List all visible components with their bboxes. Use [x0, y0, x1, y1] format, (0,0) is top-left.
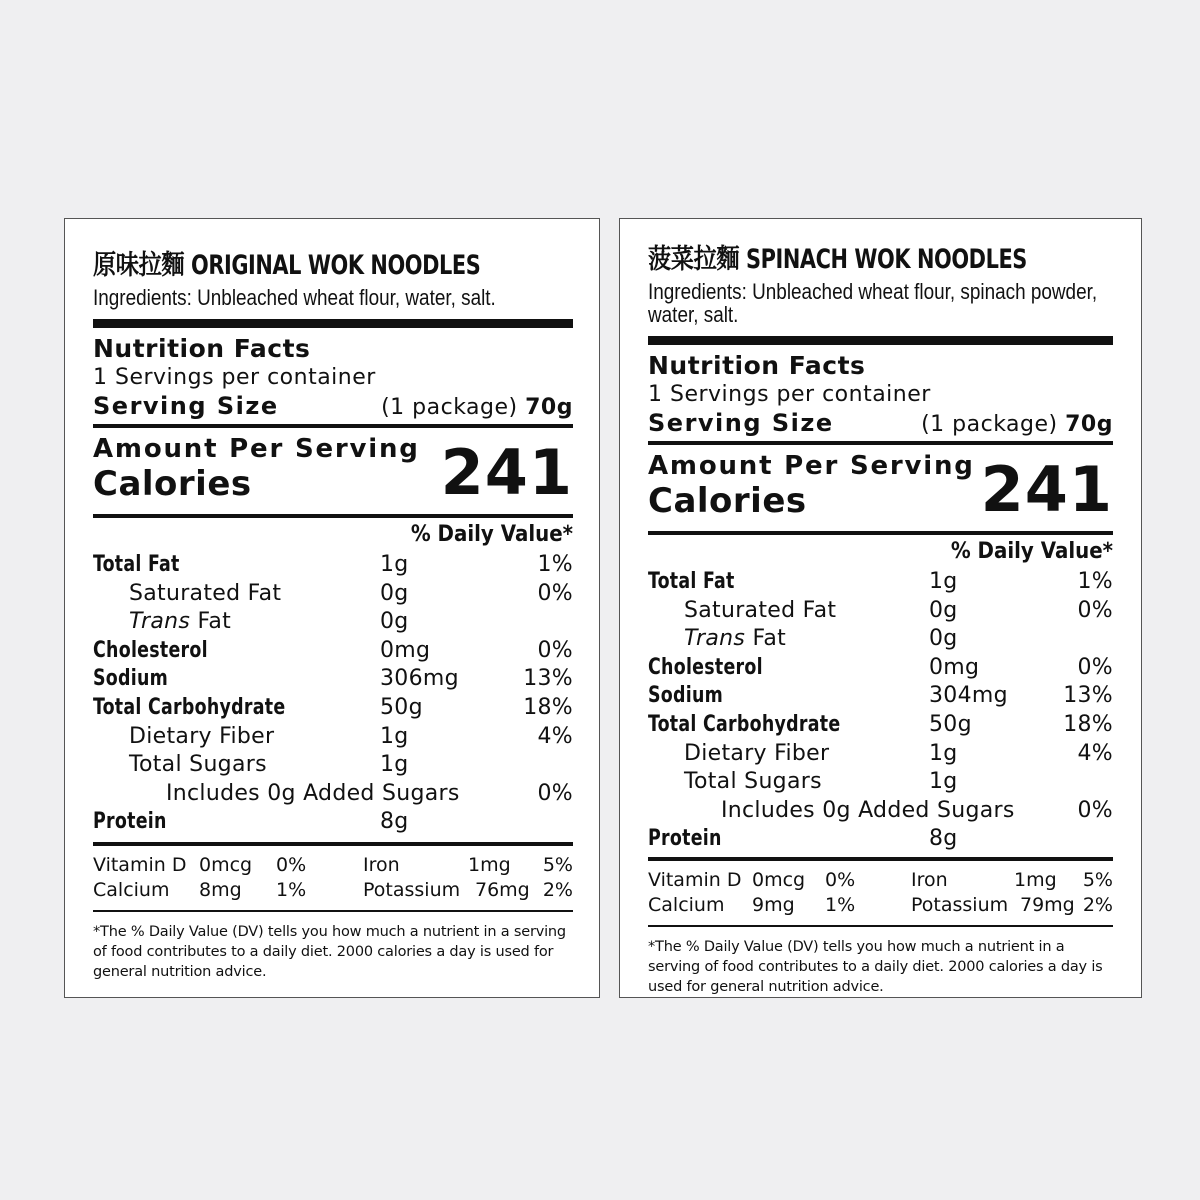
vitamin-dv: 2% [1082, 893, 1113, 916]
vitamin-row [93, 879, 573, 904]
vitamin-name: Calcium [93, 878, 170, 901]
nutrient-row [93, 552, 573, 581]
nutrient-dv: 18% [523, 694, 573, 720]
vitamin-dv: 5% [542, 853, 573, 876]
divider-thin [93, 910, 573, 912]
divider [93, 514, 573, 518]
vitamin-row [648, 869, 1113, 894]
divider-thick [93, 319, 573, 328]
vitamins-minerals [648, 869, 1113, 919]
vitamin-amount: 1mg [468, 853, 511, 876]
calories-section [93, 428, 573, 510]
nutrient-row [648, 626, 1113, 655]
nutrition-facts-heading: Nutrition Facts [648, 351, 866, 380]
nutrient-name: Total Sugars [129, 752, 267, 778]
vitamin-amount: 9mg [752, 893, 795, 916]
calories-section [648, 445, 1113, 527]
calories-value: 241 [440, 436, 573, 509]
nutrient-row [648, 712, 1113, 741]
nutrient-dv: 4% [537, 723, 573, 749]
serving-size-label: Serving Size [648, 409, 834, 437]
nutrient-dv: 0% [1077, 597, 1113, 623]
nutrient-name: Includes 0g Added Sugars [166, 780, 460, 806]
label-title: 菠菜拉麵 SPINACH WOK NOODLES [648, 244, 1027, 275]
vitamin-amount: 79mg [1020, 893, 1075, 916]
nutrient-dv: 0% [537, 580, 573, 606]
nutrient-row [93, 666, 573, 695]
nutrient-name: Saturated Fat [129, 580, 282, 606]
vitamin-amount: 0mcg [199, 853, 253, 876]
nutrition-label-original [64, 218, 600, 998]
nutrient-amount: 306mg [380, 666, 459, 692]
nutrient-amount: 1g [929, 569, 958, 594]
nutrient-dv: 0% [1077, 654, 1113, 680]
footnote: *The % Daily Value (DV) tells you how much a nutrient in a serving of food contributes to a daily diet. 2000 calories a day is used for general nutrition advice. [93, 923, 566, 980]
nutrient-dv: 13% [523, 666, 573, 692]
nutrient-dv: 0% [537, 780, 573, 806]
nutrient-dv: 0% [1077, 797, 1113, 823]
nutrient-amount: 0g [380, 609, 409, 635]
serving-size-row [93, 392, 573, 420]
nutrient-row [93, 809, 573, 838]
divider-thin [648, 925, 1113, 927]
nutrition-facts-heading: Nutrition Facts [93, 334, 311, 363]
nutrient-name: Total Fat [648, 569, 735, 594]
serving-size-desc: (1 package) [921, 412, 1058, 437]
vitamin-dv: 2% [542, 878, 573, 901]
nutrient-name: Sodium [93, 666, 169, 692]
trans-italic: Trans [684, 626, 746, 652]
calories-value: 241 [980, 453, 1113, 526]
nutrient-name: Saturated Fat [684, 597, 837, 623]
vitamin-name: Potassium [911, 893, 1009, 916]
nutrient-amount: 1g [380, 752, 409, 778]
daily-value-header: % Daily Value* [950, 539, 1113, 564]
nutrient-row [93, 695, 573, 724]
nutrient-amount: 50g [380, 694, 423, 720]
nutrient-dv: 4% [1077, 740, 1113, 766]
nutrient-amount: 0g [929, 597, 958, 623]
vitamin-amount: 8mg [199, 878, 242, 901]
serving-size-desc: (1 package) [381, 395, 518, 420]
nutrient-row [648, 826, 1113, 855]
calories-label: Calories [93, 464, 252, 504]
trans-fat-suffix: Fat [190, 609, 232, 635]
nutrient-dv: 13% [1063, 683, 1113, 709]
nutrient-row [648, 655, 1113, 684]
serving-size-label: Serving Size [93, 392, 279, 420]
nutrient-dv: 1% [537, 552, 573, 577]
label-title: 原味拉麵 ORIGINAL WOK NOODLES [93, 250, 481, 281]
vitamin-name: Iron [911, 868, 948, 891]
servings-per-container: 1 Servings per container [648, 382, 931, 407]
nutrient-name: Total Sugars [684, 769, 822, 795]
nutrient-amount: 1g [380, 723, 409, 749]
nutrient-row [648, 598, 1113, 627]
vitamin-dv: 1% [276, 878, 307, 901]
trans-italic: Trans [129, 609, 191, 635]
vitamin-name: Vitamin D [93, 853, 187, 876]
nutrient-amount: 1g [929, 740, 958, 766]
nutrient-amount: 0g [380, 580, 409, 606]
nutrient-row [648, 741, 1113, 770]
vitamin-dv: 0% [825, 868, 856, 891]
nutrient-row [93, 752, 573, 781]
vitamin-dv: 1% [825, 893, 856, 916]
vitamin-dv: 5% [1082, 868, 1113, 891]
daily-value-header: % Daily Value* [410, 522, 573, 547]
nutrient-name: Protein [93, 809, 167, 835]
serving-size-value-group [921, 412, 1113, 437]
nutrient-name: Total Fat [93, 552, 180, 577]
nutrient-name: Dietary Fiber [684, 740, 830, 766]
nutrient-name: Cholesterol [648, 654, 763, 680]
footnote: *The % Daily Value (DV) tells you how much a nutrient in a serving of food contributes to a daily diet. 2000 calories a day is used for general nutrition advice. [648, 938, 1103, 995]
nutrient-row [648, 798, 1113, 827]
ingredients-text: Ingredients: Unbleached wheat flour, water, salt. [93, 285, 496, 310]
nutrient-row [93, 581, 573, 610]
nutrient-row [93, 724, 573, 753]
ingredients-text: Ingredients: Unbleached wheat flour, spinach powder, water, salt. [648, 279, 1098, 327]
amount-per-serving: Amount Per Serving [648, 451, 975, 481]
divider [648, 857, 1113, 861]
nutrition-label-spinach [619, 218, 1142, 998]
nutrient-name: Dietary Fiber [129, 723, 275, 749]
nutrient-name: Total Carbohydrate [648, 711, 841, 737]
nutrient-name [684, 626, 786, 651]
vitamin-row [93, 854, 573, 879]
vitamin-amount: 1mg [1014, 868, 1057, 891]
nutrient-list [93, 552, 573, 838]
calories-label: Calories [648, 481, 807, 521]
nutrient-amount: 8g [929, 826, 958, 852]
divider [93, 842, 573, 846]
nutrient-amount: 1g [380, 552, 409, 577]
nutrient-amount: 0mg [929, 654, 980, 680]
nutrient-dv: 1% [1077, 569, 1113, 594]
vitamin-amount: 76mg [475, 878, 530, 901]
serving-size-value: 70g [1065, 412, 1113, 437]
trans-fat-suffix: Fat [745, 626, 787, 652]
nutrient-amount: 1g [929, 769, 958, 795]
nutrient-amount: 8g [380, 809, 409, 835]
vitamin-name: Calcium [648, 893, 725, 916]
nutrient-row [648, 569, 1113, 598]
amount-per-serving: Amount Per Serving [93, 434, 420, 464]
nutrient-name: Sodium [648, 683, 724, 709]
vitamin-amount: 0mcg [752, 868, 806, 891]
serving-size-value-group [381, 395, 573, 420]
nutrient-dv: 0% [537, 637, 573, 663]
vitamin-row [648, 894, 1113, 919]
nutrient-dv: 18% [1063, 711, 1113, 737]
nutrient-amount: 304mg [929, 683, 1008, 709]
divider-thick [648, 336, 1113, 345]
vitamin-name: Vitamin D [648, 868, 742, 891]
nutrient-row [93, 781, 573, 810]
nutrient-name: Total Carbohydrate [93, 694, 286, 720]
nutrient-amount: 0mg [380, 637, 431, 663]
servings-per-container: 1 Servings per container [93, 365, 376, 390]
nutrient-name: Includes 0g Added Sugars [721, 797, 1015, 823]
vitamin-name: Iron [363, 853, 400, 876]
nutrient-name: Cholesterol [93, 637, 208, 663]
nutrient-name: Protein [648, 826, 722, 852]
serving-size-value: 70g [525, 395, 573, 420]
nutrient-row [93, 609, 573, 638]
nutrient-amount: 50g [929, 711, 972, 737]
nutrient-row [93, 638, 573, 667]
nutrient-row [648, 683, 1113, 712]
nutrient-row [648, 769, 1113, 798]
vitamin-name: Potassium [363, 878, 461, 901]
divider [648, 531, 1113, 535]
serving-size-row [648, 409, 1113, 437]
nutrient-name [129, 609, 231, 634]
vitamin-dv: 0% [276, 853, 307, 876]
nutrient-amount: 0g [929, 626, 958, 652]
nutrient-list [648, 569, 1113, 855]
vitamins-minerals [93, 854, 573, 904]
